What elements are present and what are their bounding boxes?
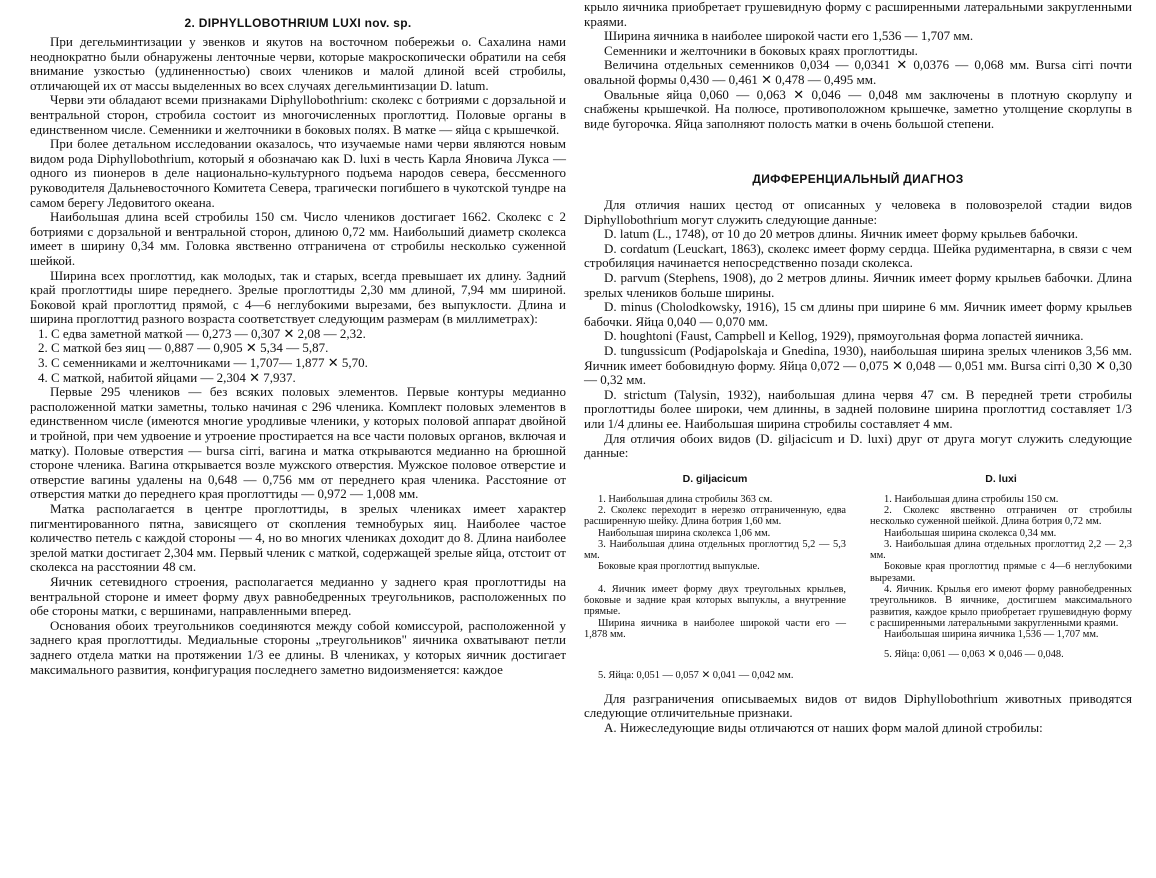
- paragraph: D. parvum (Stephens, 1908), до 2 метров длины. Яичник имеет форму крыльев бабочки. Длина зрелых члеников больше ширины.: [584, 269, 1132, 300]
- spacer: [584, 573, 846, 584]
- comparison-item: 2. Сколекс переходит в нерезко отграниченную, едва расширенную шейку. Длина ботрия 1,60 мм.: [584, 504, 846, 528]
- paragraph: Для разграничения описываемых видов от видов Diphyllobothrium животных приводятся следующие отличительные признаки.: [584, 690, 1132, 721]
- paragraph: D. latum (L., 1748), от 10 до 20 метров длины. Яичник имеет форму крыльев бабочки.: [604, 226, 1079, 242]
- comparison-item: Боковые края проглоттид выпуклые.: [598, 561, 760, 573]
- list-item: 4. С маткой, набитой яйцами — 2,304 ✕ 7,937.: [38, 369, 296, 385]
- comparison-item: Наибольшая ширина сколекса 0,34 мм.: [884, 527, 1057, 539]
- paragraph: D. minus (Cholodkowsky, 1916), 15 см длины при ширине 6 мм. Яичник имеет форму крыльев бабочки. Яйца 0,040 — 0,070 мм.: [584, 299, 1132, 329]
- paragraph: При более детальном исследовании оказалось, что изучаемые нами черви являются новым видом рода Diphyllobothrium, который я обозначаю как D. luxi в честь Карла Яновича Лукса — одного из пионеров в деле национально-культурного подъема народов севера, бессменного руководителя Дальневосточного Комитета Севера, трагически погибшего в чукотской тундре на самом берегу Ледовитого океана.: [30, 136, 566, 210]
- comparison-column-giljacicum: [584, 465, 846, 682]
- paragraph: Для отличия наших цестод от описанных у человека в половозрелой стадии видов Diphyllobothrium могут служить следующие данные:: [584, 197, 1132, 227]
- paragraph: Яичник сетевидного строения, располагается медианно у заднего края проглоттиды на вентральной стороне и имеет форму двух равнобедренных треугольников, расположенных по обе стороны матки, с вершинами, направленными вперед.: [30, 573, 566, 619]
- paragraph: Матка располагается в центре проглоттиды, в зрелых члениках имеет характер пигментированного пятна, зависящего от скопления темнобурых яиц. Наиболее частое количество петель с каждой стороны — 4, но во многих члениках доходит до 8. Длина наиболее зрелой матки достигает 2,304 мм. Первый членик с маткой, содержащей зрелые яйца, отстоит от сколекса на расстоянии 48 см.: [30, 501, 566, 575]
- paragraph: Черви эти обладают всеми признаками Diphyllobothrium: сколекс с ботриями с дорзальной и вентральной сторон, стробила состоит из многочисленных проглоттид. Половые органы в единственном числе. Семенники и желточники в боковых полях. В матке — яйца с крышечкой.: [30, 92, 566, 137]
- continuation-block: [584, 0, 1132, 131]
- size-list: [30, 327, 566, 385]
- comparison-item: 5. Яйца: 0,051 — 0,057 ✕ 0,041 — 0,042 мм.: [598, 670, 794, 682]
- paragraph: Наибольшая длина всей стробилы 150 см. Число члеников достигает 1662. Сколекс с 2 ботриями с дорзальной и вентральной сторон, длиною 0,72 мм. Наибольший диаметр сколекса имеет в ширину 0,34 мм. Головка явственно отграничена от стробилы несколько суженной шейкой.: [30, 209, 566, 268]
- paragraph: Основания обоих треугольников соединяются между собой комиссурой, расположенной у заднего края проглоттиды. Медиальные стороны „треугольников" яичника охватывают петли заднего отдела матки на протяжении 1/3 ее длины. В члениках, у которых яичник достигает максимального развития, конфигурация последнего заметно видоизменяется: каждое: [30, 617, 566, 677]
- spacer: [584, 640, 846, 651]
- diagnosis-heading: ДИФФЕРЕНЦИАЛЬНЫЙ ДИАГНОЗ: [752, 172, 964, 186]
- left-column: [30, 0, 566, 677]
- comparison-item: Ширина яичника в наиболее широкой части его — 1,878 мм.: [584, 617, 846, 640]
- comparison-item: 1. Наибольшая длина стробилы 150 см.: [884, 493, 1059, 505]
- comparison-item: 4. Яичник имеет форму двух треугольных крыльев, боковые и задние края которых выпуклы, а внутренние прямые.: [584, 583, 846, 618]
- right-column: [584, 0, 1132, 735]
- paragraph: Ширина яичника в наиболее широкой части его 1,536 — 1,707 мм.: [604, 28, 974, 44]
- paragraph: D. houghtoni (Faust, Campbell и Kellog, 1929), прямоугольная форма лопастей яичника.: [604, 328, 1084, 344]
- paragraph: А. Нижеследующие виды отличаются от наших форм малой длиной стробилы:: [604, 719, 1043, 735]
- comparison-item: 1. Наибольшая длина стробилы 363 см.: [598, 493, 773, 505]
- paragraph: Семенники и желточники в боковых краях проглоттиды.: [604, 42, 918, 58]
- comparison-item: Боковые края проглоттид прямые с 4—6 неглубокими вырезами.: [870, 561, 1132, 584]
- comparison-item: Наибольшая ширина сколекса 1,06 мм.: [598, 527, 771, 539]
- list-item: 2. С маткой без яиц — 0,887 — 0,905 ✕ 5,34 — 5,87.: [38, 340, 329, 356]
- comparison-column-luxi: [870, 465, 1132, 682]
- comparison-item: 3. Наибольшая длина отдельных проглоттид 2,2 — 2,3 мм.: [870, 538, 1132, 562]
- comparison-item: 3. Наибольшая длина отдельных проглоттид 5,2 — 5,3 мм.: [584, 538, 846, 562]
- paragraph: Для отличия обоих видов (D. giljacicum и D. luxi) друг от друга могут служить следующие данные:: [584, 430, 1132, 461]
- comparison-title: D. luxi: [985, 472, 1017, 485]
- list-item: 3. С семенниками и желточниками — 1,707— 1,877 ✕ 5,70.: [38, 355, 368, 371]
- comparison-item: 5. Яйца: 0,061 — 0,063 ✕ 0,046 — 0,048.: [884, 648, 1064, 660]
- paragraph: D. tungussicum (Podjapolskaja и Gnedina, 1930), наибольшая ширина зрелых члеников 3,56 мм. Яичник имеет бобовидную форму. Яйца 0,072 — 0,075 ✕ 0,048 — 0,051 мм. Bursa cirri 0,30 ✕ 0,30 — 0,32 мм.: [584, 342, 1132, 388]
- paragraph: D. strictum (Talysin, 1932), наибольшая длина червя 47 см. В передней трети стробилы проглоттиды более широки, чем длинны, в задней половине ширина проглоттид составляет 1/3 или 1/4 длины ее. Наибольшая ширина стробилы составляет 4 мм.: [584, 386, 1132, 431]
- comparison-table: [584, 465, 1132, 682]
- comparison-title: D. giljacicum: [682, 472, 748, 485]
- comparison-item: 2. Сколекс явственно отграничен от стробилы несколько суженной шейкой. Длина ботрия 0,72 мм.: [870, 504, 1132, 528]
- paragraph: При дегельминтизации у эвенков и якутов на восточном побережьи о. Сахалина нами неоднократно были обнаружены ленточные черви, которые макроскопически обратили на себя внимание узкостью (удлиненностью) своих члеников и малой длиной всей стробилы, отличающей их от массы выделенных во всех случаях дегельминтизации D. latum.: [30, 34, 566, 93]
- paragraph: Овальные яйца 0,060 — 0,063 ✕ 0,046 — 0,048 мм заключены в плотную скорлупу и снабжены крышечкой. На полюсе, противоположном крышечке, заметно утолщение скорлупы в виде бугорочка. Яйца заполняют полость матки в очень большой степени.: [584, 86, 1132, 131]
- paragraph: крыло яичника приобретает грушевидную форму с расширенными латеральными закругленными краями.: [584, 0, 1132, 29]
- section-heading: 2. DIPHYLLOBOTHRIUM LUXI nov. sp.: [184, 16, 412, 30]
- paragraph: Первые 295 члеников — без всяких половых элементов. Первые контуры медианно расположенной матки заметны, только начиная с 296 членика. Комплект половых элементов в единственном числе (имеются многие уродливые членики, у которых половой аппарат двойной и тройной, при чем удвоение и утроение простирается на все части половых органов, включая и матку). Половые отверстия — bursa cirri, вагина и матка открываются медианно на брюшной стороне членика. Вагина открывается возле мужского отверстия. Мужское половое отверстие и отверстие вагины удалены на 0,648 — 0,756 мм от переднего края членика. Расстояние от отверстия матки до переднего края проглоттиды — 0,972 — 1,008 мм.: [30, 384, 566, 502]
- paragraph: D. cordatum (Leuckart, 1863), сколекс имеет форму сердца. Шейка рудиментарна, в связи с чем стробиляция начинается непосредственно позади сколекса.: [584, 240, 1132, 271]
- closing-block: [584, 692, 1132, 736]
- list-item: 1. С едва заметной маткой — 0,273 — 0,307 ✕ 2,08 — 2,32.: [38, 325, 366, 341]
- comparison-item: Наибольшая ширина яичника 1,536 — 1,707 мм.: [884, 629, 1099, 641]
- spacer: [584, 651, 846, 662]
- comparison-item: 4. Яичник. Крылья его имеют форму равнобедренных треугольников. В яичнике, достигшем максимального развития, каждое крыло приобретает грушевидную форму с расширенными латеральными закругленными краями.: [870, 584, 1132, 629]
- paragraph: Ширина всех проглоттид, как молодых, так и старых, всегда превышает их длину. Задний край проглоттиды шире переднего. Зрелые проглоттиды 2,30 мм длиной, 7,94 мм шириной. Боковой край проглоттид прямой, с 4—6 неглубокими вырезами, без выпуклости. Длина и ширина проглоттид разного возраста соответствует следующим размерам (в миллиметрах):: [30, 267, 566, 327]
- paragraph: Величина отдельных семенников 0,034 — 0,0341 ✕ 0,0376 — 0,068 мм. Bursa cirri почти овальной формы 0,430 — 0,461 ✕ 0,478 — 0,495 мм.: [584, 57, 1132, 87]
